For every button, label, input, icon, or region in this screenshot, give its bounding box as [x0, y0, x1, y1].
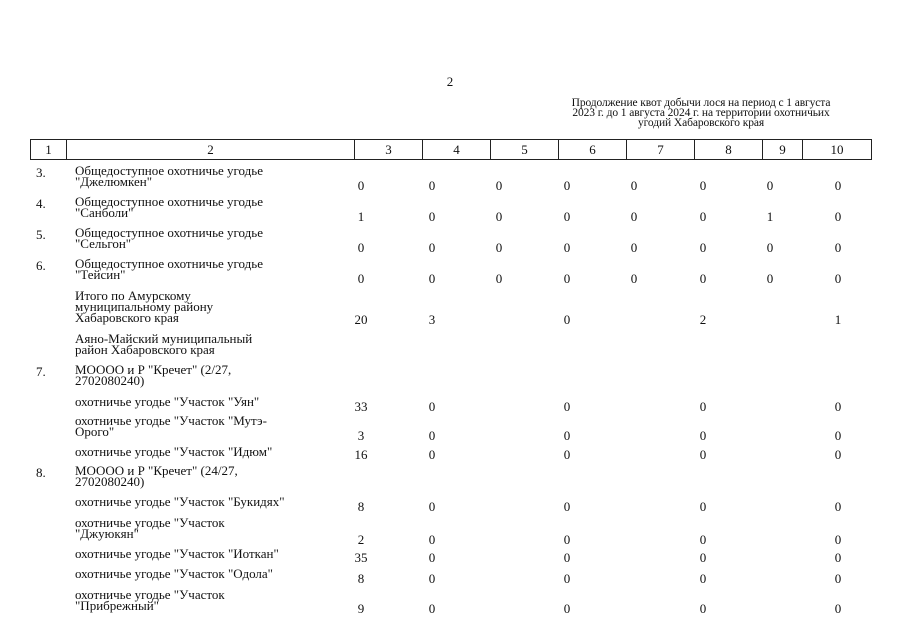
value-c8: 0 — [699, 499, 707, 514]
value-c8: 2 — [699, 312, 707, 327]
value-c4: 0 — [428, 428, 436, 443]
header-cell-9: 9 — [763, 140, 803, 159]
table-caption — [548, 98, 854, 128]
value-c8: 0 — [699, 209, 707, 224]
value-c6: 0 — [563, 571, 571, 586]
page-number: 2 — [446, 74, 454, 89]
row-name — [75, 364, 335, 386]
value-c8: 0 — [699, 532, 707, 547]
value-c10: 0 — [834, 499, 842, 514]
row-name-line: охотничье угодье "Участок "Идюм" — [75, 444, 273, 459]
value-c4: 3 — [428, 312, 436, 327]
header-cell-5: 5 — [491, 140, 559, 159]
value-c4: 0 — [428, 499, 436, 514]
row-name — [75, 227, 335, 249]
row-name-line: охотничье угодье "Участок "Одола" — [75, 566, 273, 581]
header-cell-1: 1 — [31, 140, 67, 159]
value-c7: 0 — [630, 178, 638, 193]
row-name-line: охотничье угодье "Участок "Уян" — [75, 394, 260, 409]
row-name-line: охотничье угодье "Участок — [75, 515, 225, 530]
value-c3: 35 — [354, 550, 368, 565]
row-name — [75, 165, 335, 187]
value-c10: 0 — [834, 399, 842, 414]
value-c5: 0 — [495, 240, 503, 255]
value-c6: 0 — [563, 428, 571, 443]
value-c3: 0 — [357, 271, 365, 286]
row-name-line: "Санболи" — [75, 205, 134, 220]
row-name — [75, 465, 335, 487]
value-c6: 0 — [563, 271, 571, 286]
value-c4: 0 — [428, 571, 436, 586]
header-cell-8: 8 — [695, 140, 763, 159]
row-name — [75, 589, 335, 611]
value-c9: 0 — [766, 178, 774, 193]
row-number: 6. — [36, 258, 46, 273]
value-c3: 1 — [357, 209, 365, 224]
value-c5: 0 — [495, 271, 503, 286]
row-name-line: "Тейсин" — [75, 267, 126, 282]
value-c4: 0 — [428, 399, 436, 414]
value-c8: 0 — [699, 399, 707, 414]
value-c6: 0 — [563, 550, 571, 565]
row-name-line: охотничье угодье "Участок "Мутэ- — [75, 413, 267, 428]
row-name — [75, 333, 335, 355]
value-c10: 0 — [834, 447, 842, 462]
value-c3: 20 — [354, 312, 368, 327]
value-c10: 0 — [834, 178, 842, 193]
value-c6: 0 — [563, 399, 571, 414]
value-c8: 0 — [699, 240, 707, 255]
row-name-line: Общедоступное охотничье угодье — [75, 163, 263, 178]
value-c3: 8 — [357, 571, 365, 586]
row-number: 5. — [36, 227, 46, 242]
row-name-line: Аяно-Майский муниципальный — [75, 331, 253, 346]
value-c3: 8 — [357, 499, 365, 514]
row-name-line: Орого" — [75, 424, 115, 439]
row-name-line: "Прибрежный" — [75, 598, 159, 613]
row-name — [75, 258, 335, 280]
value-c5: 0 — [495, 209, 503, 224]
value-c3: 0 — [357, 178, 365, 193]
value-c4: 0 — [428, 240, 436, 255]
value-c8: 0 — [699, 428, 707, 443]
value-c8: 0 — [699, 271, 707, 286]
value-c8: 0 — [699, 178, 707, 193]
row-name — [75, 196, 335, 218]
header-cell-2: 2 — [67, 140, 355, 159]
value-c6: 0 — [563, 601, 571, 616]
value-c3: 9 — [357, 601, 365, 616]
value-c3: 33 — [354, 399, 368, 414]
value-c7: 0 — [630, 240, 638, 255]
value-c4: 0 — [428, 601, 436, 616]
row-name — [75, 548, 335, 559]
value-c8: 0 — [699, 550, 707, 565]
row-name-line: муниципальному району — [75, 299, 214, 314]
value-c3: 16 — [354, 447, 368, 462]
row-name-line: охотничье угодье "Участок — [75, 587, 225, 602]
value-c7: 0 — [630, 209, 638, 224]
value-c9: 0 — [766, 240, 774, 255]
value-c10: 0 — [834, 571, 842, 586]
value-c4: 0 — [428, 550, 436, 565]
value-c8: 0 — [699, 601, 707, 616]
row-name — [75, 415, 335, 437]
value-c3: 0 — [357, 240, 365, 255]
row-name — [75, 290, 335, 323]
value-c10: 0 — [834, 550, 842, 565]
value-c6: 0 — [563, 312, 571, 327]
value-c10: 0 — [834, 428, 842, 443]
value-c10: 0 — [834, 240, 842, 255]
row-name — [75, 568, 335, 579]
row-name-line: "Джелюмкен" — [75, 174, 153, 189]
value-c6: 0 — [563, 178, 571, 193]
value-c9: 1 — [766, 209, 774, 224]
value-c3: 3 — [357, 428, 365, 443]
value-c6: 0 — [563, 240, 571, 255]
caption-line: угодий Хабаровского края — [637, 117, 765, 129]
row-name — [75, 496, 335, 507]
row-name-line: охотничье угодье "Участок "Букидях" — [75, 494, 285, 509]
header-cell-7: 7 — [627, 140, 695, 159]
value-c6: 0 — [563, 532, 571, 547]
row-name-line: 2702080240) — [75, 373, 145, 388]
row-number: 7. — [36, 364, 46, 379]
row-name-line: район Хабаровского края — [75, 342, 215, 357]
row-number: 8. — [36, 465, 46, 480]
value-c6: 0 — [563, 499, 571, 514]
row-name-line: МОООО и Р "Кречет" (24/27, — [75, 463, 238, 478]
row-name-line: "Сельгон" — [75, 236, 132, 251]
value-c4: 0 — [428, 271, 436, 286]
row-name-line: "Джуюкян" — [75, 526, 139, 541]
value-c7: 0 — [630, 271, 638, 286]
value-c8: 0 — [699, 447, 707, 462]
value-c4: 0 — [428, 447, 436, 462]
value-c8: 0 — [699, 571, 707, 586]
value-c10: 1 — [834, 312, 842, 327]
row-name — [75, 446, 335, 457]
row-number: 4. — [36, 196, 46, 211]
value-c4: 0 — [428, 178, 436, 193]
row-name-line: МОООО и Р "Кречет" (2/27, — [75, 362, 232, 377]
row-name-line: Хабаровского края — [75, 310, 179, 325]
value-c10: 0 — [834, 601, 842, 616]
value-c4: 0 — [428, 209, 436, 224]
value-c10: 0 — [834, 271, 842, 286]
caption-line: Продолжение квот добычи лося на период с 1 августа — [571, 97, 831, 109]
header-cell-6: 6 — [559, 140, 627, 159]
value-c3: 2 — [357, 532, 365, 547]
value-c6: 0 — [563, 447, 571, 462]
value-c10: 0 — [834, 532, 842, 547]
row-name-line: Общедоступное охотничье угодье — [75, 256, 263, 271]
row-name-line: 2702080240) — [75, 474, 145, 489]
value-c9: 0 — [766, 271, 774, 286]
row-name — [75, 517, 335, 539]
value-c6: 0 — [563, 209, 571, 224]
value-c4: 0 — [428, 532, 436, 547]
row-name-line: Итого по Амурскому — [75, 288, 191, 303]
header-cell-3: 3 — [355, 140, 423, 159]
row-name-line: Общедоступное охотничье угодье — [75, 194, 263, 209]
row-name-line: охотничье угодье "Участок "Иоткан" — [75, 546, 279, 561]
column-number-header — [30, 139, 872, 160]
value-c5: 0 — [495, 178, 503, 193]
header-cell-10: 10 — [830, 142, 844, 157]
caption-line: 2023 г. до 1 августа 2024 г. на территории охотничьих — [572, 107, 830, 119]
row-number: 3. — [36, 165, 46, 180]
value-c10: 0 — [834, 209, 842, 224]
row-name — [75, 396, 335, 407]
row-name-line: Общедоступное охотничье угодье — [75, 225, 263, 240]
header-cell-4: 4 — [423, 140, 491, 159]
